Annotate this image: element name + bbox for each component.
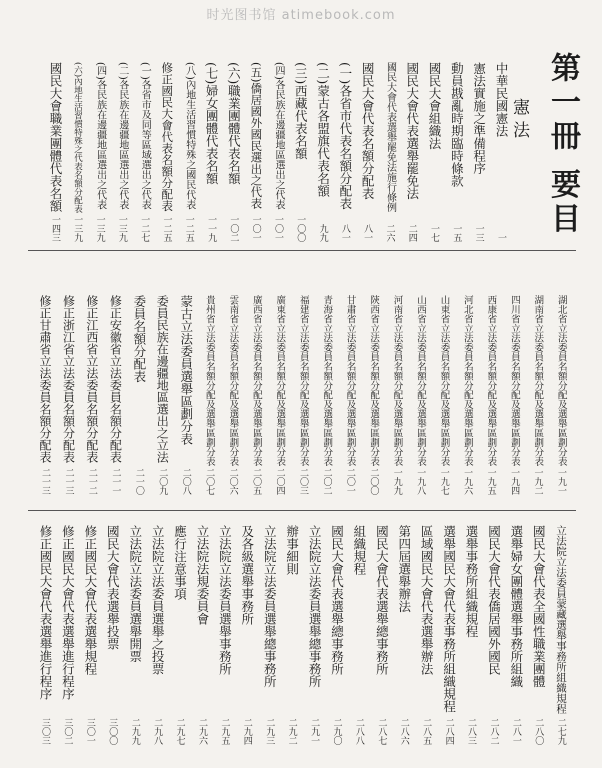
toc-entry [273,295,287,495]
toc-entry-page: 二一〇 [133,468,144,495]
toc-entry [217,525,231,745]
toc-entry [105,525,119,745]
toc-entry [437,295,451,495]
toc-entry-page: 一二五 [183,215,194,242]
toc-entry-title: (六)內地生活習慣特殊之代表名額分配表 [72,62,83,214]
toc-entry-title: (六)職業團體代表名額 [226,62,242,185]
toc-entry [204,62,218,242]
toc-entry-title: (一)各省市及同等區域選出之代表 [139,62,151,210]
toc-entry-page: 一〇〇 [295,215,306,242]
toc-entry-page: 一四三 [50,215,60,242]
toc-entry-page: 二一一 [110,468,121,495]
toc-entry [319,295,333,495]
toc-entry-page: 三〇一 [84,718,95,745]
toc-entry [150,525,164,745]
toc-entry-page: 二九三 [264,718,275,745]
toc-entry [486,525,500,745]
toc-entry-page: 二〇九 [157,468,168,495]
toc-entry-title: (五)僑居國外國民選出之代表 [249,62,264,209]
toc-entry-page: 九九 [317,224,328,242]
toc-entry [115,62,129,242]
toc-entry-title: 國民大會代表選舉總事務所 [374,525,390,675]
toc-entry-title: 組織規程 [351,525,367,575]
toc-entry-title: (三)西藏代表名額 [293,62,309,160]
toc-entry [494,62,508,242]
toc-entry-page: 二一二 [86,468,97,495]
watermark-text: 时光图书馆 atimebook.com [206,8,396,23]
toc-entry-page: 一 [495,233,506,242]
toc-entry-page: 三〇二 [62,718,73,745]
toc-entry-page: 一二五 [161,215,172,242]
toc-entry-title: 雲南省立法委員名額分配及選舉區劃分表 [227,295,239,466]
toc-entry-title: 西康省立法委員名額分配及選舉區劃分表 [485,295,497,466]
toc-entry [293,62,307,242]
toc-entry-page: 一九四 [509,468,520,495]
toc-entry-title: 立法院法規委員會 [194,525,210,625]
toc-entry [108,295,122,495]
toc-entry-title: 立法院立法委員選舉開票 [127,525,143,663]
toc-entry [38,295,52,495]
toc-entry-title: 廣東省立法委員名額分配及選舉區劃分表 [274,295,286,466]
toc-entry-page: 一三九 [72,215,83,242]
toc-entry-page: 二八〇 [533,718,544,745]
toc-entry-page: 一〇二 [228,215,239,242]
toc-entry-page: 二〇四 [274,468,285,495]
toc-section-1 [48,62,508,242]
toc-entry-title: 修正江西省立法委員名額分配表 [84,295,99,463]
toc-entry-title: 立法院立法委員選舉事務所 [217,525,233,675]
toc-entry-title: 山東省立法委員名額分配及選舉區劃分表 [438,295,450,466]
toc-entry-page: 一三九 [94,215,105,242]
toc-entry [442,525,456,745]
toc-entry-page: 二四 [406,224,417,242]
toc-entry-page: 二八二 [488,718,499,745]
toc-entry-page: 一一九 [206,215,217,242]
toc-entry-title: 動員戡亂時期臨時條款 [449,62,465,187]
toc-entry-title: 國民大會職業團體代表名額 [48,62,63,212]
toc-entry-title: 國民大會代表選舉總事務所 [329,525,345,675]
toc-entry [226,62,240,242]
toc-entry [249,295,263,495]
toc-entry-page: 二一三 [63,468,74,495]
toc-entry [405,62,419,242]
toc-entry-title: 立法院立法委員選舉總事務所 [262,525,278,688]
toc-entry [472,62,486,242]
toc-entry [60,525,74,745]
toc-entry [85,295,99,495]
toc-entry-title: 及各級選舉事務所 [239,525,255,625]
toc-entry-page: 二九七 [174,718,185,745]
toc-entry-page: 二八六 [398,718,409,745]
toc-entry-page: 二八三 [466,718,477,745]
toc-entry [338,62,352,242]
toc-entry [226,295,240,495]
toc-entry-title: 應行注意事項 [172,525,188,600]
toc-entry-page: 二九六 [196,718,207,745]
toc-entry-page: 二八五 [421,718,432,745]
toc-entry [509,525,523,745]
toc-entry-title: 選舉婦女團體選舉事務所組織 [508,525,524,688]
toc-entry [182,62,196,242]
toc-entry [554,525,568,745]
toc-entry [427,62,441,242]
toc-entry-title: (二)各民族在邊疆地區選出之代表 [116,62,128,210]
toc-entry [159,62,173,242]
toc-entry [262,525,276,745]
toc-entry-page: 二九〇 [331,718,342,745]
toc-entry-title: 立法院立法委員選舉之投票 [150,525,166,675]
toc-entry-title: 山西省立法委員名額分配及選舉區劃分表 [415,295,426,466]
toc-entry-title: 湖南省立法委員名額分配及選舉區劃分表 [532,295,544,466]
toc-entry-page: 一九二 [532,468,543,495]
toc-entry-title: 區域國民大會代表選舉辦法 [419,525,435,675]
toc-entry-page: 二八七 [376,718,387,745]
toc-entry-page: 三〇三 [40,718,50,745]
toc-entry-page: 一九一 [555,468,566,495]
toc-entry-title: 辦事細則 [284,525,300,575]
toc-entry-title: 選舉國民大會代表事務所組織規程 [441,525,457,713]
toc-entry [307,525,321,745]
toc-entry-title: 河南省立法委員名額分配及選舉區劃分表 [391,295,403,466]
toc-entry [155,295,169,495]
toc-entry-page: 二六 [384,224,395,242]
toc-entry [382,62,396,242]
toc-entry [464,525,478,745]
toc-entry-title: 修正浙江省立法委員名額分配表 [61,295,76,463]
toc-entry-page: 一二七 [139,215,150,242]
toc-entry [61,295,75,495]
toc-entry-title: (八)內地生活習慣特殊之國民代表 [183,62,195,210]
toc-entry [83,525,97,745]
toc-entry [366,295,380,495]
toc-entry-page: 二〇八 [180,468,191,495]
toc-entry-title: 福建省立法委員名額分配及選舉區劃分表 [297,295,309,466]
toc-entry [329,525,343,745]
toc-entry-page: 一九七 [438,468,449,495]
toc-section-3 [38,525,568,745]
volume-title: 第一冊 要目 [545,52,580,237]
toc-entry-title: (四)各民族在邊疆地區選出之代表 [272,62,284,210]
toc-entry-page: 二一三 [40,468,50,495]
toc-entry-title: 第四屆選舉辦法 [396,525,412,613]
toc-entry [48,62,62,242]
toc-entry-title: 修正安徽省立法委員名額分配表 [108,295,123,463]
toc-entry-page: 一〇一 [272,215,283,242]
toc-entry [249,62,263,242]
toc-entry-title: 委員名額分配表 [131,295,147,383]
toc-entry-page: 二〇七 [204,468,215,495]
toc-entry-page: 二九二 [286,718,297,745]
toc-section-2 [38,295,568,495]
toc-entry-title: 修正國民大會代表選舉規程 [82,525,98,675]
toc-entry-title: 憲法實施之準備程序 [471,62,487,175]
toc-entry-page: 二八八 [353,718,364,745]
toc-entry-title: (二)蒙古各盟旗代表名額 [315,62,331,197]
toc-entry-title: 河北省立法委員名額分配及選舉區劃分表 [461,295,473,466]
toc-entry [316,62,330,242]
toc-entry-page: 二九五 [219,718,230,745]
toc-entry-title: 選舉事務所組織規程 [464,525,480,638]
toc-entry-title: 貴州省立法委員名額分配及選舉區劃分表 [203,295,215,466]
toc-entry-page: 一五 [451,224,462,242]
toc-entry-page: 一三九 [116,215,127,242]
toc-entry-page: 二〇三 [297,468,308,495]
toc-entry-page: 一九八 [415,468,426,495]
toc-entry-title: (四)各民族在邊疆地區選出之代表 [94,62,106,210]
toc-entry-title: 國民大會代表選舉罷免法 [404,62,420,200]
toc-entry-page: 二九四 [241,718,252,745]
toc-entry-page: 二九九 [129,718,140,745]
toc-entry-title: 修正甘肅省立法委員名額分配表 [38,295,52,463]
toc-entry-page: 二〇六 [227,468,238,495]
toc-entry [240,525,254,745]
toc-entry [38,525,52,745]
toc-entry [285,525,299,745]
toc-entry-title: 國民大會代表名額分配表 [360,62,376,200]
toc-entry-page: 一九五 [485,468,496,495]
toc-entry [374,525,388,745]
toc-entry [128,525,142,745]
toc-entry [352,525,366,745]
toc-entry-page: 二〇二 [321,468,332,495]
toc-entry [179,295,193,495]
toc-entry-title: (七)婦女團體代表名額 [204,62,220,185]
toc-entry-page: 八一 [339,224,350,242]
toc-entry [460,295,474,495]
toc-entry [360,62,374,242]
toc-entry [554,295,568,495]
toc-entry [413,295,427,495]
toc-entry [137,62,151,242]
toc-entry-title: 青海省立法委員名額分配及選舉區劃分表 [321,295,333,466]
toc-entry-title: 蒙古立法委員選舉區劃分表 [178,295,194,445]
toc-entry-page: 二八四 [443,718,454,745]
toc-entry-page: 二九一 [309,718,320,745]
toc-entry [507,295,521,495]
toc-entry-title: 陝西省立法委員名額分配及選舉區劃分表 [368,295,380,466]
toc-entry-title: 四川省立法委員名額分配及選舉區劃分表 [508,295,520,466]
toc-entry-page: 八一 [362,224,373,242]
toc-entry-title: 立法院立法委員蒙藏選舉事務所組織規程 [554,525,567,714]
toc-entry-page: 一三 [473,224,484,242]
toc-entry [132,295,146,495]
toc-entry-title: 委員民族在邊疆地區選出之立法 [155,295,170,463]
toc-entry-page: 二〇五 [251,468,262,495]
toc-entry-title: 立法院立法委員選舉總事務所 [307,525,323,688]
toc-entry-page: 三〇〇 [107,718,118,745]
toc-entry-title: 國民大會代表僑居國外國民 [486,525,502,675]
toc-entry-page: 二七九 [555,718,566,745]
toc-entry-title: (一)各省市代表名額分配表 [337,62,353,210]
toc-entry [531,295,545,495]
toc-entry-page: 二〇〇 [368,468,379,495]
toc-entry [343,295,357,495]
toc-entry-title: 修正國民大會代表選舉進行程序 [38,525,53,700]
toc-entry-title: 國民大會組織法 [427,62,443,150]
toc-entry-page: 一〇一 [250,215,261,242]
toc-entry [419,525,433,745]
toc-entry-page: 一九六 [462,468,473,495]
toc-entry-title: 湖北省立法委員名額分配及選舉區劃分表 [555,295,567,466]
toc-entry-title: 國民大會代表選舉罷免法施行條例 [384,62,396,212]
toc-entry [195,525,209,745]
toc-entry [173,525,187,745]
toc-entry-page: 一九九 [391,468,402,495]
toc-entry-page: 一七 [429,224,440,242]
toc-entry-title: 中華民國憲法 [493,62,509,137]
toc-entry-page: 二八一 [510,718,521,745]
toc-entry [397,525,411,745]
toc-entry-title: 甘肅省立法委員名額分配及選舉區劃分表 [344,295,356,466]
toc-entry [202,295,216,495]
toc-entry-title: 廣西省立法委員名額分配及選舉區劃分表 [250,295,262,466]
toc-entry [93,62,107,242]
divider-bottom [28,510,576,511]
toc-entry [271,62,285,242]
toc-entry-page: 二〇一 [344,468,355,495]
toc-entry-title: 修正國民大會代表選舉進行程序 [60,525,76,700]
divider-top [28,250,576,251]
toc-entry-title: 國民大會代表全國性職業團體 [531,525,547,688]
toc-entry [70,62,84,242]
toc-entry [484,295,498,495]
toc-entry [531,525,545,745]
section-subtitle: 憲法 [509,98,529,144]
toc-entry-title: 國民大會代表選舉投票 [105,525,121,650]
toc-entry-page: 二九八 [152,718,163,745]
toc-entry [296,295,310,495]
toc-entry [449,62,463,242]
toc-entry-title: 修正國民大會代表名額分配表 [160,62,175,212]
toc-entry [390,295,404,495]
